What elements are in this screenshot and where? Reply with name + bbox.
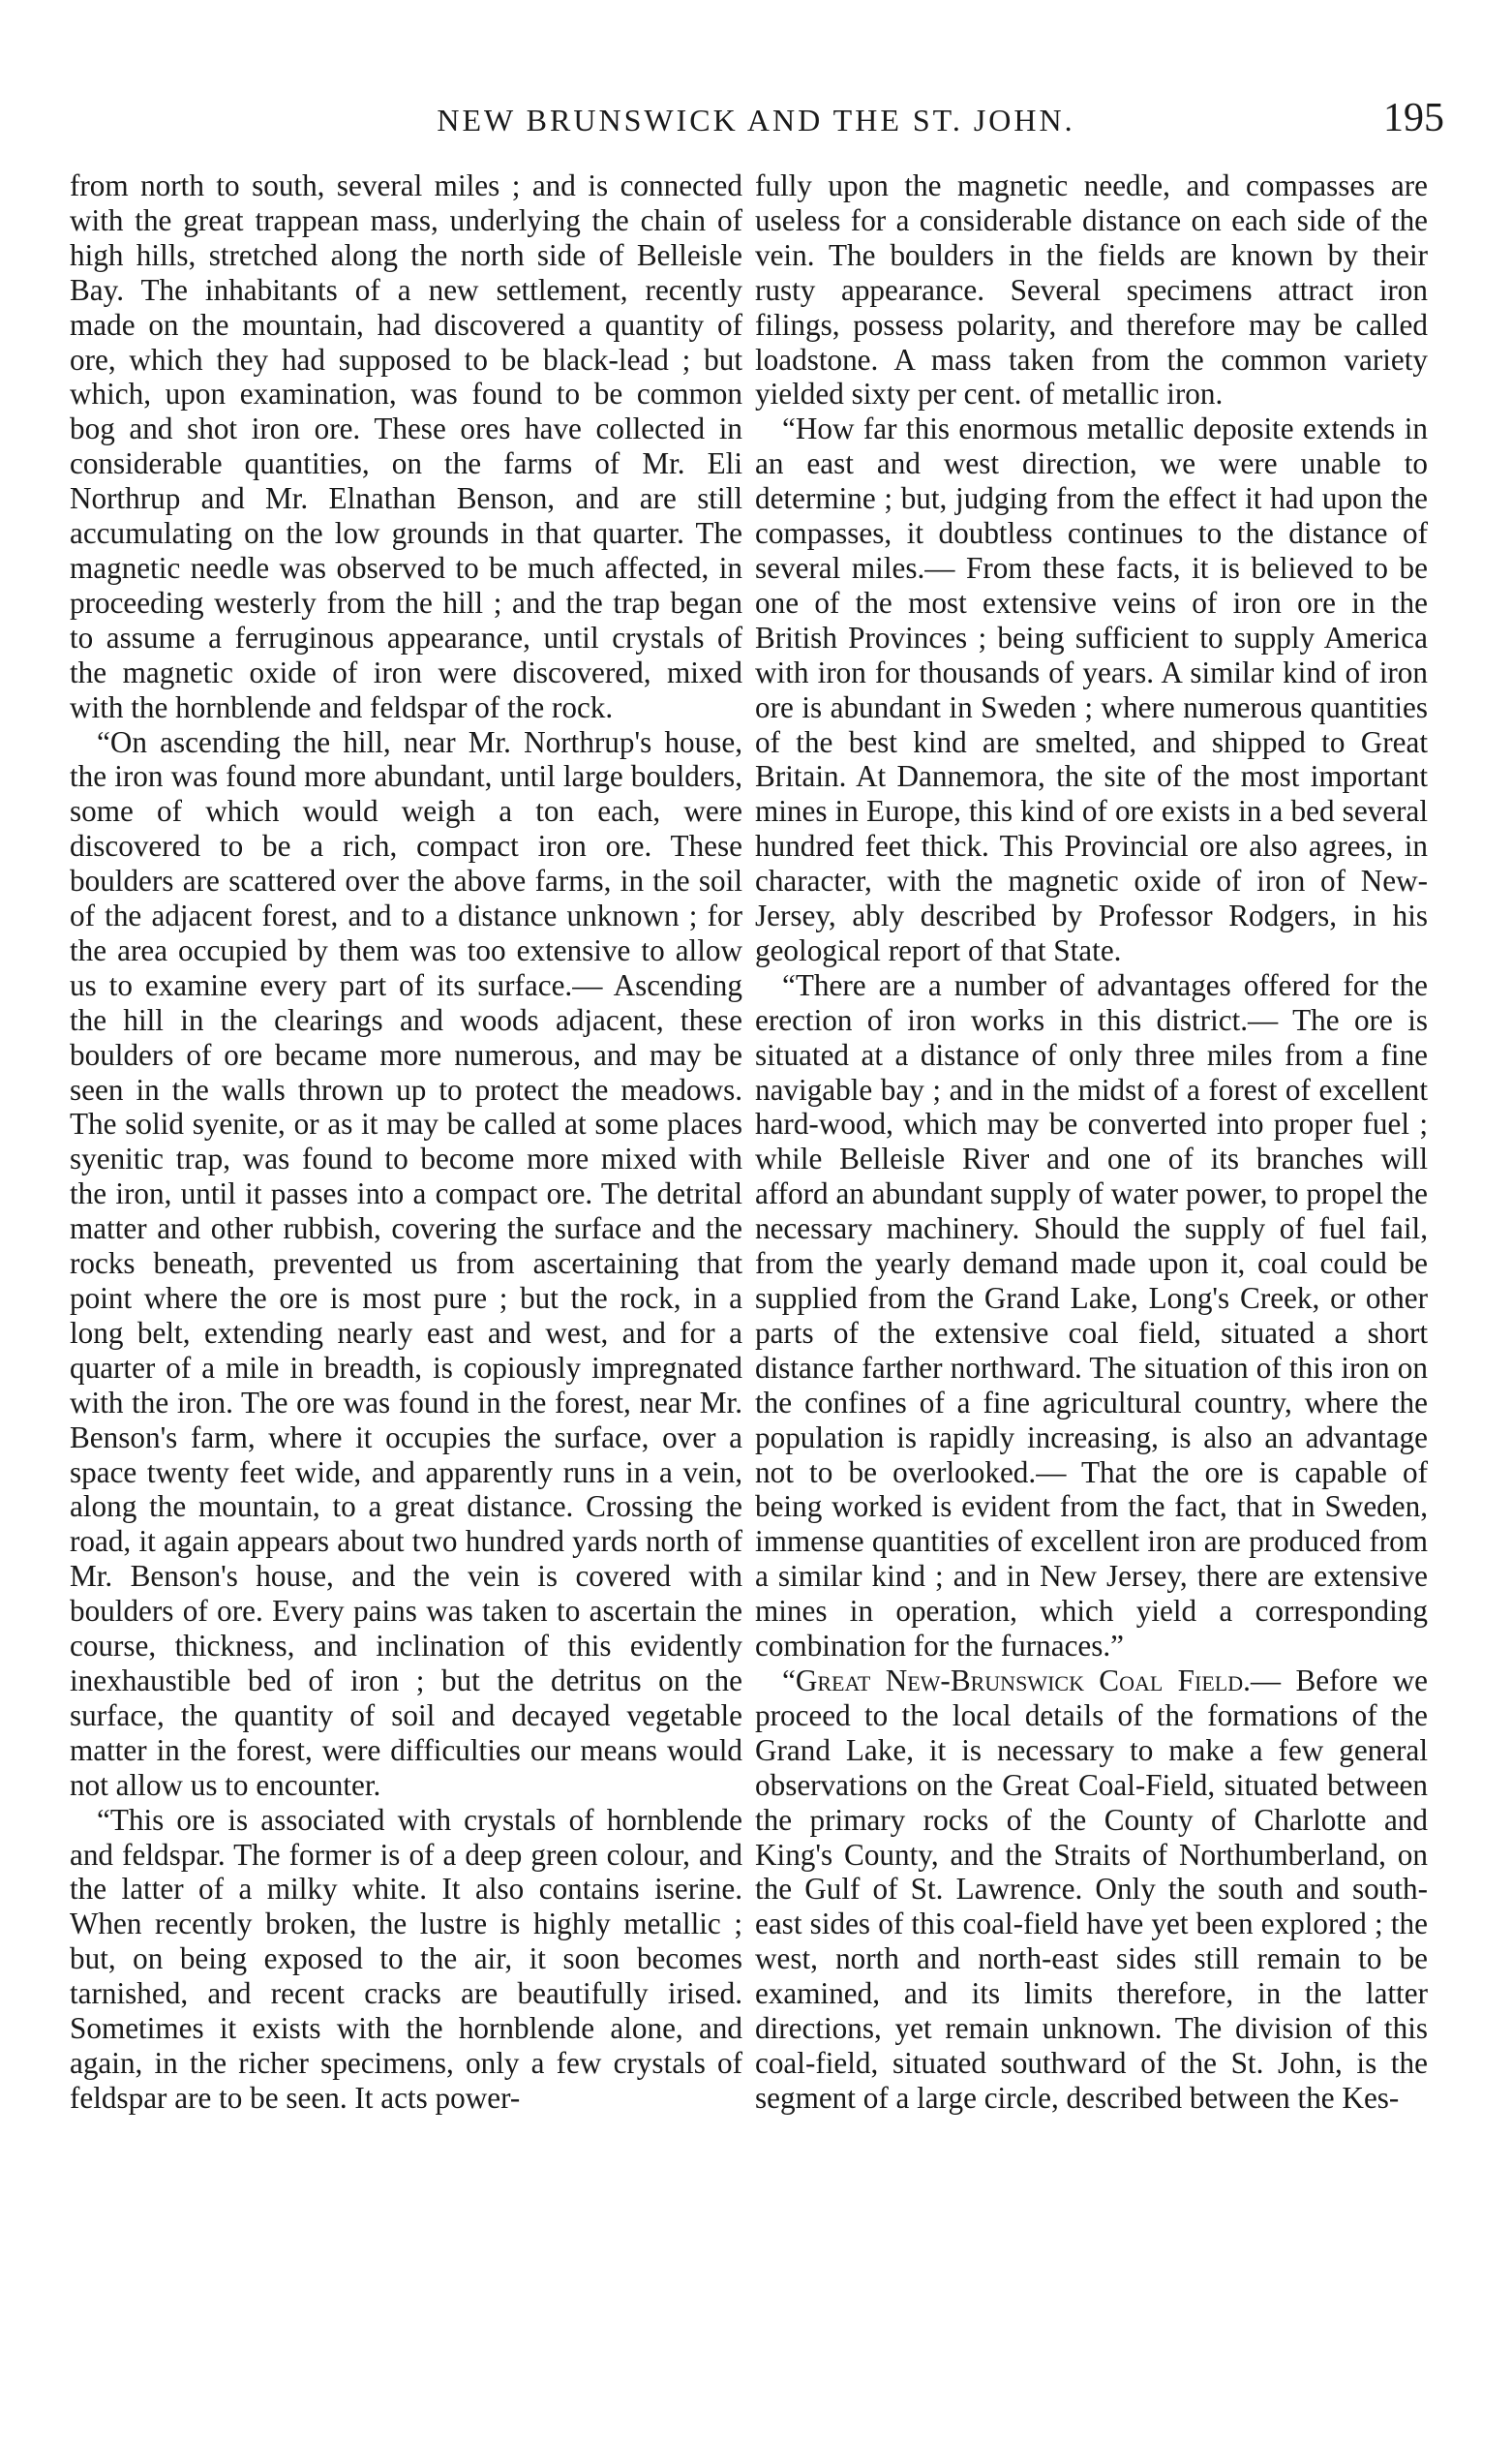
section-body: Before we proceed to the local details of the formations of the Grand Lake, it is necessary to make a few general observations on the Great Coal-Field, situated between the primary rocks of the County of Charlotte and King's County, and the Straits of Northumberland, on the Gulf of St. Lawrence. Only the south and south-east sides of this coal-field have yet been explored ; the west, north and north-east sides still remain to be examined, and its limits therefore, in the latter directions, yet remain unknown. The division of this coal-field, situated southward of the St. John, is the segment of a large circle, described between the Kes- — [755, 1663, 1428, 2115]
left-paragraph-1: from north to south, several miles ; and is connected with the great trappean mass, underlying the chain of high hills, stretched along the north side of Belleisle Bay. The inhabitants of a new settlement, recently made on the mountain, had discovered a quantity of ore, which they had supposed to be black-lead ; but which, upon examination, was found to be common bog and shot iron ore. These ores have collected in considerable quantities, on the farms of Mr. Eli Northrup and Mr. Elnathan Benson, and are still accumulating on the low grounds in that quarter. The magnetic needle was observed to be much affected, in proceeding westerly from the hill ; and the trap began to assume a ferruginous appearance, until crystals of the magnetic oxide of iron were discovered, mixed with the hornblende and feldspar of the rock. — [70, 168, 742, 724]
section-heading: “Great New-Brunswick Coal Field.— — [782, 1663, 1282, 1697]
right-paragraph-4 — [755, 1664, 1428, 2116]
left-paragraph-3: “This ore is associated with crystals of hornblende and feldspar. The former is of a deep green colour, and the latter of a milky white. It also contains iserine. When recently broken, the lustre is highly metallic ; but, on being exposed to the air, it soon becomes tarnished, and recent cracks are beautifully irised. Sometimes it exists with the hornblende alone, and again, in the richer specimens, only a few crystals of feldspar are to be seen. It acts power- — [70, 1802, 742, 2115]
page-header — [0, 95, 1512, 153]
right-column — [755, 168, 1428, 2116]
page-number: 195 — [1383, 96, 1444, 140]
right-paragraph-1: fully upon the magnetic needle, and compasses are useless for a considerable distance on each side of the vein. The boulders in the fields are known by their rusty appearance. Several specimens attract iron filings, possess polarity, and therefore may be called loadstone. A mass taken from the common variety yielded sixty per cent. of metallic iron. — [755, 168, 1428, 412]
left-column — [70, 168, 742, 2116]
right-paragraph-2: “How far this enormous metallic deposite extends in an east and west direction, we were unable to determine ; but, judging from the effect it had upon the compasses, it doubtless continues to the distance of several miles.— From these facts, it is believed to be one of the most extensive veins of iron ore in the British Provinces ; being sufficient to supply America with iron for thousands of years. A similar kind of iron ore is abundant in Sweden ; where numerous quantities of the best kind are smelted, and shipped to Great Britain. At Dannemora, the site of the most important mines in Europe, this kind of ore exists in a bed several hundred feet thick. This Provincial ore also agrees, in character, with the magnetic oxide of iron of New-Jersey, ably described by Professor Rodgers, in his geological report of that State. — [755, 412, 1428, 967]
left-paragraph-2: “On ascending the hill, near Mr. Northrup's house, the iron was found more abundant, until large boulders, some of which would weigh a ton each, were discovered to be a rich, compact iron ore. These boulders are scattered over the above farms, in the soil of the adjacent forest, and to a distance unknown ; for the area occupied by them was too extensive to allow us to examine every part of its surface.— Ascending the hill in the clearings and woods adjacent, these boulders of ore became more numerous, and may be seen in the walls thrown up to protect the meadows. The solid syenite, or as it may be called at some places syenitic trap, was found to become more mixed with the iron, until it passes into a compact ore. The detrital matter and other rubbish, covering the surface and the rocks beneath, prevented us from ascertaining that point where the ore is most pure ; but the rock, in a long belt, extending nearly east and west, and for a quarter of a mile in breadth, is copiously impregnated with the iron. The ore was found in the forest, near Mr. Benson's farm, where it occupies the surface, over a space twenty feet wide, and apparently runs in a vein, along the mountain, to a great distance. Crossing the road, it again appears about two hundred yards north of Mr. Benson's house, and the vein is covered with boulders of ore. Every pains was taken to ascertain the course, thickness, and inclination of this evidently inexhaustible bed of iron ; but the detritus on the surface, the quantity of soil and decayed vegetable matter in the forest, were difficulties our means would not allow us to encounter. — [70, 724, 742, 1802]
running-title: NEW BRUNSWICK AND THE ST. JOHN. — [437, 103, 1075, 137]
right-paragraph-3: “There are a number of advantages offered for the erection of iron works in this district.— The ore is situated at a distance of only three miles from a fine navigable bay ; and in the midst of a forest of excellent hard-wood, which may be converted into proper fuel ; while Belleisle River and one of its branches will afford an abundant supply of water power, to propel the necessary machinery. Should the supply of fuel fail, from the yearly demand made upon it, coal could be supplied from the Grand Lake, Long's Creek, or other parts of the extensive coal field, situated a short distance farther northward. The situation of this iron on the confines of a fine agricultural country, where the population is rapidly increasing, is also an advantage not to be overlooked.— That the ore is capable of being worked is evident from the fact, that in Sweden, immense quantities of excellent iron are produced from a similar kind ; and in New Jersey, there are extensive mines in operation, which yield a corresponding combination for the furnaces.” — [755, 967, 1428, 1664]
